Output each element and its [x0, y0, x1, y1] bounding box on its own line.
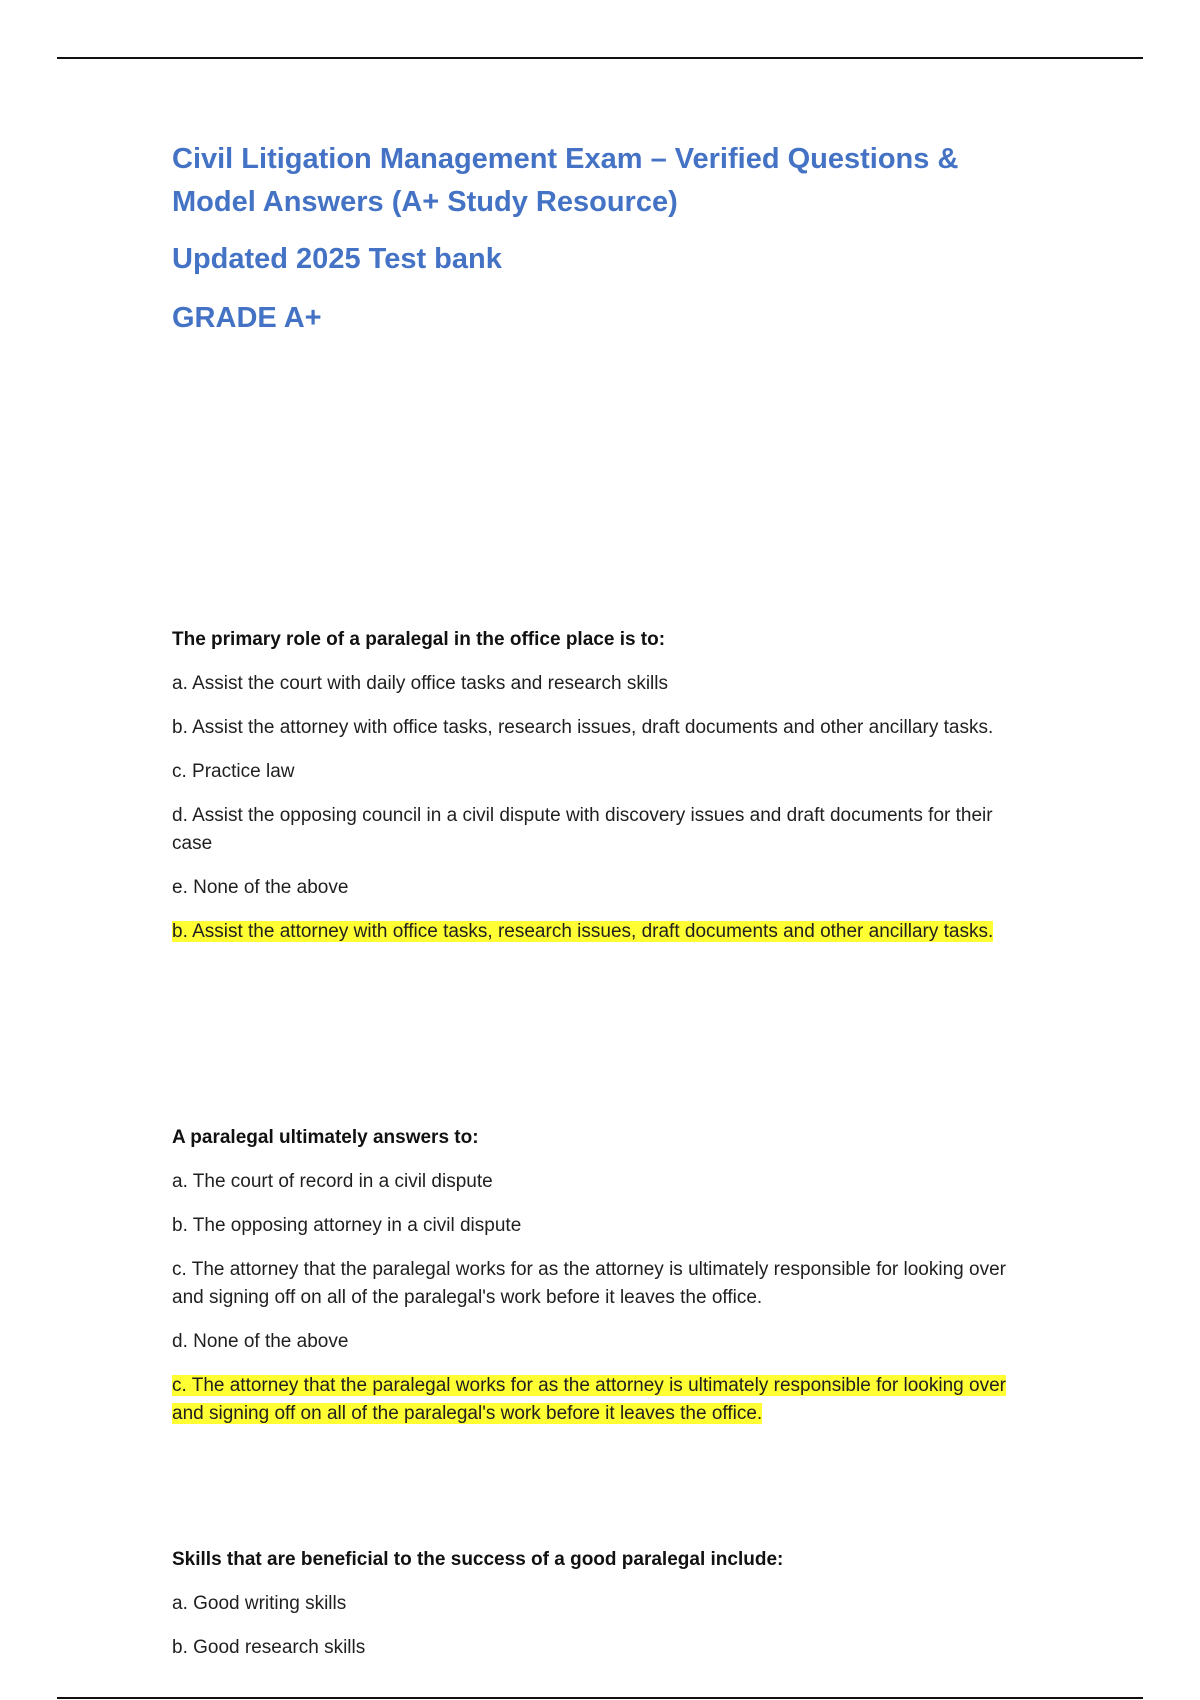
- option-b: b. The opposing attorney in a civil dispute: [172, 1215, 522, 1236]
- option-a: a. Assist the court with daily office tasks and research skills: [172, 673, 668, 694]
- question-text: The primary role of a paralegal in the office place is to:: [172, 629, 666, 650]
- document-subtitle: Updated 2025 Test bank: [172, 243, 502, 275]
- option-c: c. The attorney that the paralegal works for as the attorney is ultimately responsible for looking over and signing off on all of the paralegal's work before it leaves the office.: [172, 1259, 1006, 1308]
- highlighted-answer: [172, 918, 1012, 946]
- document-grade: GRADE A+: [172, 302, 322, 334]
- header-rule: [57, 57, 1143, 59]
- option-e: e. None of the above: [172, 877, 349, 898]
- option-c: c. Practice law: [172, 761, 295, 782]
- question-2: [172, 1124, 1012, 1428]
- question-text: Skills that are beneficial to the success of a good paralegal include:: [172, 1549, 784, 1570]
- option-d: d. Assist the opposing council in a civil dispute with discovery issues and draft documents for their case: [172, 805, 993, 854]
- option-b: b. Good research skills: [172, 1637, 366, 1658]
- answer-highlight: b. Assist the attorney with office tasks, research issues, draft documents and other ancillary tasks.: [172, 921, 994, 942]
- footer-rule: [57, 1697, 1143, 1699]
- question-text: A paralegal ultimately answers to:: [172, 1127, 479, 1148]
- option-a: a. The court of record in a civil dispute: [172, 1171, 493, 1192]
- document-header: [172, 138, 1012, 340]
- document-title: Civil Litigation Management Exam – Verified Questions & Model Answers (A+ Study Resource): [172, 143, 959, 218]
- question-3: [172, 1546, 1012, 1678]
- question-1: [172, 626, 1012, 946]
- highlighted-answer: [172, 1372, 1012, 1428]
- option-a: a. Good writing skills: [172, 1593, 347, 1614]
- option-d: d. None of the above: [172, 1331, 349, 1352]
- option-b: b. Assist the attorney with office tasks, research issues, draft documents and other ancillary tasks.: [172, 717, 994, 738]
- answer-highlight: c. The attorney that the paralegal works for as the attorney is ultimately responsible for looking over and signing off on all of the paralegal's work before it leaves the office.: [172, 1375, 1006, 1424]
